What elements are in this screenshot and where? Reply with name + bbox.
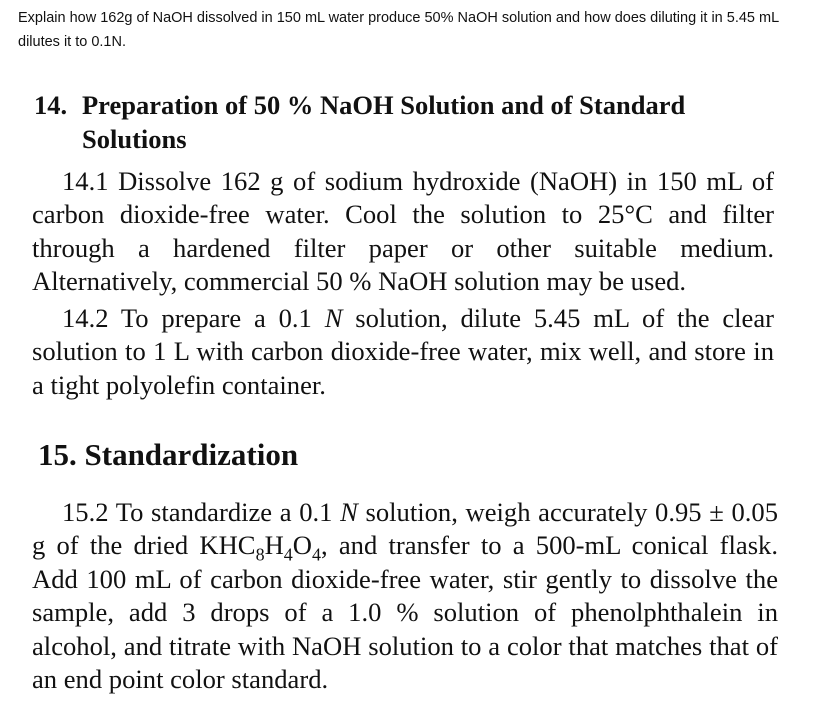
formula-h: H xyxy=(264,530,284,561)
formula-o: O xyxy=(292,530,312,561)
subscript-8: 8 xyxy=(255,544,265,565)
paragraph-15-2-post: , and transfer to a 500-mL conical flask. Add 100 mL of carbon dioxide-free water, stir gently to dissolve the sample, add 3 drops of a 1.0 % solution of phenolphthalein in alcohol, and titrate with NaOH solution to a color that matches that of an end point color standard. xyxy=(32,530,778,695)
paragraph-14-1 xyxy=(32,165,774,299)
normality-symbol: N xyxy=(340,497,358,527)
paragraph-15-2-pre: 15.2 To standardize a 0.1 xyxy=(62,497,333,527)
question-text: Explain how 162g of NaOH dissolved in 150 mL water produce 50% NaOH solution and how does diluting it in 5.45 mL dilutes it to 0.1N. xyxy=(18,10,779,50)
paragraph-14-2-post: solution, dilute 5.45 mL of the clear solution to 1 L with carbon dioxide-free water, mix well, and store in a tight polyolefin container. xyxy=(32,303,774,400)
section-14-title-line2: Solutions xyxy=(82,124,187,154)
section-14-title-line1: Preparation of 50 % NaOH Solution and of Standard xyxy=(82,90,686,120)
section-14-number: 14. xyxy=(34,90,68,120)
subscript-4b: 4 xyxy=(312,544,321,565)
paragraph-15-2-mid: solution, weigh accurately 0.95 ± 0.05 g of the dried KHC xyxy=(32,497,778,561)
paragraph-14-1-text: 14.1 Dissolve 162 g of sodium hydroxide (NaOH) in 150 mL of carbon dioxide-free water. Cool the solution to 25°C and filter through a hardened filter paper or other suitable medium. Alternatively, commercial 50 % NaOH solution may be used. xyxy=(32,166,774,297)
normality-symbol: N xyxy=(324,303,343,333)
paragraph-14-2-pre: 14.2 To prepare a 0.1 xyxy=(62,303,312,333)
paragraph-14-2 xyxy=(32,302,774,402)
section-14-heading xyxy=(34,88,794,156)
paragraph-15-2 xyxy=(32,496,778,696)
subscript-4a: 4 xyxy=(283,544,293,565)
section-15-heading: 15. Standardization xyxy=(38,437,299,472)
